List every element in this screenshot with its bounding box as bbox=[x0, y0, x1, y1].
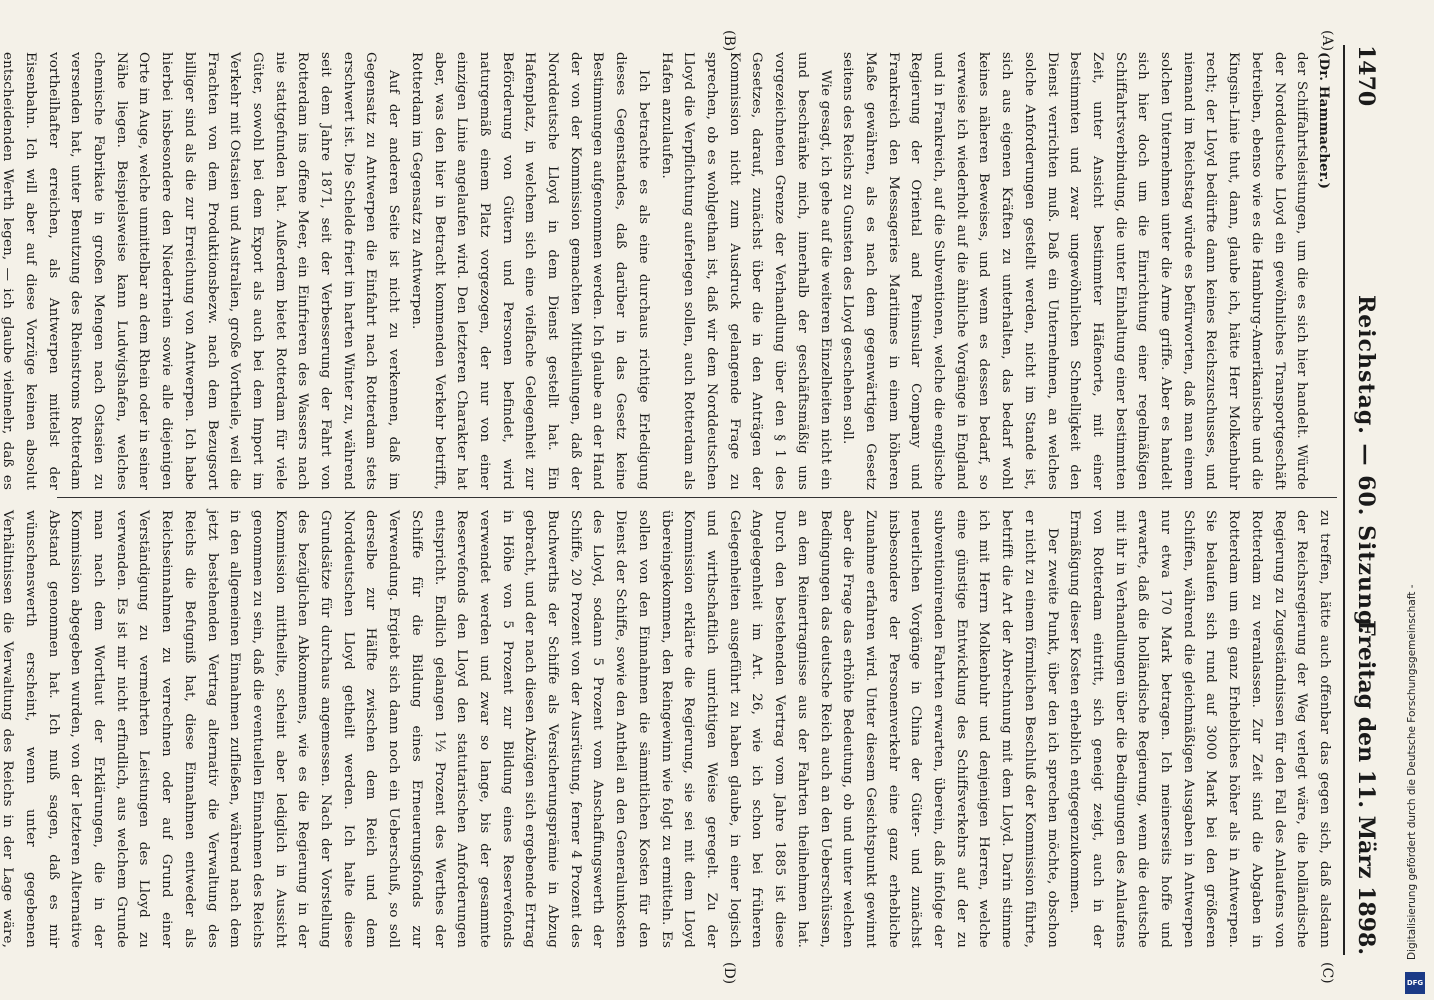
page-number: 1470 bbox=[1353, 45, 1379, 107]
dfg-logo-icon: DFG bbox=[1405, 972, 1425, 994]
paragraph: Der zweite Punkt, über den ich sprechen möchte, obschon er nicht zu einem förmlichen Beschluß der Kommission führte, betrifft die Art der Abrechnung mit dem Lloyd. Darin stimme ich mit Herrn Molkenbuhr und denjenigen Herren, welche eine günstige Entwicklung des Schiffsverkehrs auf der zu subventionirenden Fahrten erwarten, überein, daß infolge der neuerlichen Vorgänge in China der Güter- und zunächst insbesondere der Personenverkehr eine ganz erhebliche Zunahme erfahren wird. Unter diesem Gesichtspunkt gewinnt aber die Frage das erhöhte Bedeutung, ob und unter welchen Bedingungen das deutsche Reich auch an den Ueberschüssen, an dem Reinertragnisse aus der Fahrten theilnehmen hat. Durch den bestehenden Vertrag vom Jahre 1885 ist diese Angelegenheit im Art. 26, wie ich schon bei früheren Gelegenheiten ausgeführt zu haben glaube, in einer logisch und wirthschaftlich unrichtigen Weise geregelt. Zu der Kommission erklärte die Regierung, sie sei mit dem Lloyd übereingekommen, den Reingewinn wie folgt zu ermitteln. Es sollen von den Einnahmen die sämmtlichen Kosten für den Dienst der Schiffe, sowie den Antheil an den Generalunkosten des Lloyd, sodann 5 Prozent vom Anschaffungswerth der Schiffe, 20 Prozent von der Ausrüstung, ferner 4 Prozent des Buchwerths der Schiffe als Versicherungsprämie in Abzug gebracht, und der nach diesen Abzügen sich ergebende Ertrag in Höhe von 5 Prozent zur Bildung eines Reservefonds verwendet werden und zwar so lange, bis der gesammte Reservefonds den Lloyd den statutarischen Anforderungen entspricht. Endlich gelangen 1½ Prozent des Werthes der Schiffe für die Bildung eines Erneuerungsfonds zur Verwendung. Ergiebt sich dann noch ein Ueberschuß, so soll derselbe zur Hälfte zwischen dem Reich und dem Norddeutschen Lloyd getheilt werden. Ich halte diese Grundsätze für durchaus angemessen. Nach der Vorstellung des bezüglichen Abkommens, wie es die Regierung in der Kommission mittheilte, scheint aber lediglich in Aussicht genommen zu sein, daß die eventuellen Einnahmen des Reichs in den allgemeinen Einnahmen zufließen, während nach dem jetzt bestehenden Vertrag alternativ die Verwaltung des Reichs die Befugniß hat, diese Einnahmen entweder als Reichseinnahmen zu verrechnen oder auf Grund einer Verständigung zu vermehrten Leistungen des Lloyd zu verwenden. Es ist mir nicht erfindlich, aus welchem Grunde man nach dem Wortlaut der Erklärungen, die in der Kommission abgegeben wurden, von der letzteren Alternative Abstand genommen hat. Ich muß sagen, daß es mir wünschenswerth erscheint, wenn unter gegebenen Verhältnissen die Verwaltung des Reichs in der Lage wäre, bbox=[0, 510, 1060, 948]
margin-marker-b: (B) bbox=[721, 30, 737, 52]
page-date: Freitag den 11. März 1898. bbox=[1353, 620, 1379, 955]
paragraph: Wie gesagt, ich gehe auf die weiteren Einzelheiten nicht ein und beschränke mich, innerhalb der geschäftsmäßig uns vorgezeichneten Grenze der Verhandlung über den § 1 des Gesetzes, darauf, zunächst über die in den Anträgen der Kommission nicht zum Ausdruck gelangende Frage zu sprechen, ob es wohlgethan ist, daß wir dem Norddeutschen Lloyd die Verpflichtung auferlegen sollen, auch Rotterdam als Hafen anzulaufen. bbox=[658, 52, 833, 490]
speaker-label: (Dr. Hammacher.) bbox=[1316, 52, 1332, 190]
digitization-footer bbox=[1402, 0, 1430, 1000]
paragraph: zu treffen, hätte auch offenbar das gegen sich, daß alsdann der Reichsregierung der Weg verlegt wäre, die holländische Regierung zu Zugeständnissen für den Fall des Anlaufens von Rotterdam zu veranlassen. Zur Zeit sind die Abgaben in Rotterdam um ein ganz Erhebliches höher als in Antwerpen. Sie belaufen sich rund auf 3000 Mark bei den größeren Schiffen, während die gleichmäßigen Ausgaben in Antwerpen nur etwa 170 Mark betragen. Ich meinerseits hoffe und erwarte, daß die holländische Regierung, wenn die deutsche mit ihr in Verhandlungen über die Bedingungen des Anlaufens von Rotterdam eintritt, sich geneigt zeigt, auch in der Ermäßigung dieser Kosten erheblich entgegenzukommen. bbox=[1067, 510, 1332, 948]
page-title: Reichstag. — 60. Sitzung. bbox=[1353, 295, 1379, 636]
margin-marker-a: (A) bbox=[1319, 30, 1335, 52]
paragraph: Auf der anderen Seite ist nicht zu verkennen, daß im Gegensatz zu Antwerpen die Einfahrt nach Rotterdam stets erschwert ist. Die Schelde friert im harten Winter zu, während seit dem Jahre 1871, seit der Verbesserung der Fahrt von Rotterdam ins offene Meer, ein Einfrieren des Wassers nach nie stattgefunden hat. Außerdem bietet Rotterdam für viele Güter, sowohl bei dem Export als auch bei dem Import im Verkehr mit Ostasien und Australien, große Vortheile, weil die Frachten von dem Produktionsbezw. nach dem Bezugsort billiger sind als die zur Erreichung von Antwerpen. Ich habe hierbei insbesondere den Niederrhein sowie alle diejenigen Orte im Auge, welche unmittelbar an dem Rhein oder in seiner Nähe liegen. Beispielsweise kann Ludwigshafen, welches chemische Fabrikate in großen Mengen nach Ostasien zu versenden hat, unter Benutzung des Rheinstroms Rotterdam vortheilhafter erreichen, als Antwerpen mittelst der Eisenbahn. Ich will aber auf diese Vorzüge keinen absolut entscheidenden Werth legen, — ich glaube vielmehr, daß es bbox=[0, 52, 402, 490]
digitization-note: Digitalisierung gefördert durch die Deutsche Forschungsgemeinschaft - bbox=[1406, 584, 1418, 960]
right-column bbox=[0, 510, 1335, 948]
margin-marker-c: (C) bbox=[1319, 962, 1335, 984]
column-divider bbox=[57, 497, 1337, 498]
margin-marker-d: (D) bbox=[721, 962, 737, 985]
page-header bbox=[1349, 45, 1379, 955]
header-rule bbox=[1343, 45, 1345, 955]
paragraph: der Schiffahrtsleistungen, um die es sich hier handelt. Würde der Norddeutsche Lloyd ein gewöhnliches Transportgeschäft betreiben, ebenso wie es die Hamburg-Amerikanische und die Kingsin-Linie thut, dann, glaube ich, hätte Herr Molkenbuhr recht; der Lloyd bedürfte dann keines Reichszuschusses, und niemand im Reichstag würde es befürworten, daß man einem solchen Unternehmen unter die Arme griffe. Aber es handelt sich hier doch um die Einrichtung einer regelmäßigen Schiffahrtsverbindung, die unter Einhaltung einer bestimmten Zeit, unter Ansicht bestimmter Häfenorte, mit einer bestimmten und zwar ungewöhnlichen Schnelligkeit den Dienst verrichten muß. Daß ein Unternehmen, an welches solche Anforderungen gestellt werden, nicht im Stande ist, sich aus eigenen Kräften zu unterhalten, das bedarf wohl keines näheren Beweises, und wenn es dessen bedarf, so verweise ich wiederholt auf die ähnliche Vorgänge in England und in Frankreich, auf die Subventionen, welche die englische Regierung der Oriental and Peninsular Company und Frankreich den Messageries Maritimes in einem höheren Maße gewähren, als es nach dem gegenwärtigen Gesetz seitens des Reichs zu Gunsten des Lloyd geschehen soll. bbox=[840, 52, 1310, 490]
paragraph: Ich betrachte es als eine durchaus richtige Erledigung dieses Gegenstandes, daß darüber in das Gesetz keine Bestimmungen aufgenommen werden. Ich glaube an der Hand der von der Kommission gemachten Mittheilungen, daß der Norddeutsche Lloyd in dem Dienst gestellt hat. Ein Hafenplatz, in welchem sich eine vielfache Gelegenheit zur Beförderung von Gütern und Personen befindet, wird naturgemäß einem Platz vorgezogen, der nur von einer einzigen Linie angelaufen wird. Den letzteren Charakter hat aber, was den hier in Betracht kommenden Verkehr betrifft, Rotterdam im Gegensatz zu Antwerpen. bbox=[408, 52, 651, 490]
left-column bbox=[0, 52, 1335, 490]
